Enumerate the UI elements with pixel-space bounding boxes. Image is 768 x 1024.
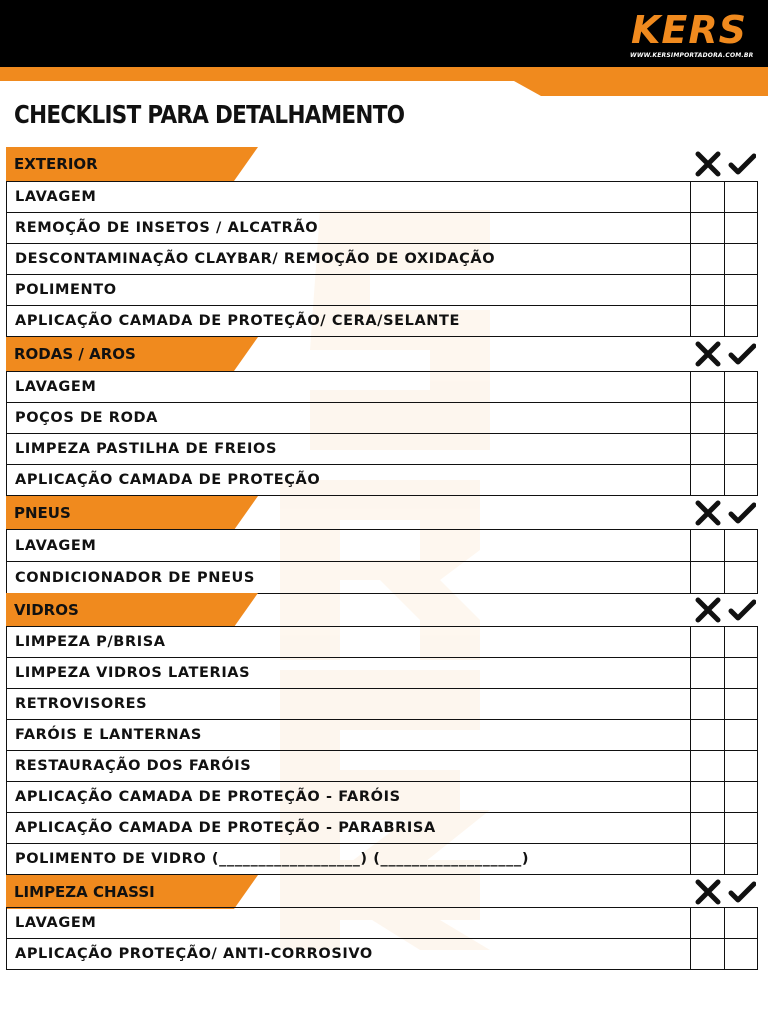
checklist-row bbox=[6, 781, 758, 813]
item-label: LAVAGEM bbox=[15, 537, 97, 554]
checklist-row bbox=[6, 464, 758, 496]
section-label: RODAS / AROS bbox=[14, 345, 136, 363]
pass-checkbox[interactable] bbox=[724, 657, 758, 689]
pass-checkbox[interactable] bbox=[724, 305, 758, 337]
item-label: LAVAGEM bbox=[15, 189, 97, 205]
pass-checkbox[interactable] bbox=[724, 464, 758, 496]
fail-checkbox[interactable] bbox=[690, 688, 724, 720]
item-label: DESCONTAMINAÇÃO CLAYBAR/ REMOÇÃO DE OXIDAÇÃO bbox=[15, 251, 496, 267]
fail-checkbox[interactable] bbox=[690, 907, 724, 939]
pass-checkbox[interactable] bbox=[724, 626, 758, 658]
checklist-row bbox=[6, 212, 758, 244]
item-label: APLICAÇÃO CAMADA DE PROTEÇÃO/ CERA/SELANTE bbox=[15, 313, 461, 329]
section-label: PNEUS bbox=[14, 504, 71, 522]
item-label: APLICAÇÃO CAMADA DE PROTEÇÃO - PARABRISA bbox=[15, 820, 436, 836]
checklist-row bbox=[6, 305, 758, 337]
section-header bbox=[6, 496, 760, 530]
checklist-row bbox=[6, 529, 758, 562]
check-icon bbox=[728, 151, 756, 177]
checklist-row bbox=[6, 938, 758, 970]
fail-checkbox[interactable] bbox=[690, 212, 724, 244]
item-label: APLICAÇÃO CAMADA DE PROTEÇÃO bbox=[15, 472, 321, 488]
checklist-row bbox=[6, 843, 758, 875]
pass-checkbox[interactable] bbox=[724, 938, 758, 970]
fail-checkbox[interactable] bbox=[690, 938, 724, 970]
section-header bbox=[6, 147, 760, 181]
logo-text: KERS bbox=[630, 8, 748, 52]
checklist-row bbox=[6, 561, 758, 594]
fail-checkbox[interactable] bbox=[690, 243, 724, 275]
checklist-row bbox=[6, 274, 758, 306]
logo-url: WWW.KERSIMPORTADORA.COM.BR bbox=[630, 52, 754, 59]
checklist-row bbox=[6, 181, 758, 213]
item-label: POLIMENTO bbox=[15, 282, 117, 298]
pass-checkbox[interactable] bbox=[724, 371, 758, 403]
pass-checkbox[interactable] bbox=[724, 243, 758, 275]
section-label: VIDROS bbox=[14, 601, 79, 619]
item-label: RETROVISORES bbox=[15, 696, 148, 712]
checklist-row bbox=[6, 657, 758, 689]
checklist-row bbox=[6, 433, 758, 465]
fail-checkbox[interactable] bbox=[690, 305, 724, 337]
fail-checkbox[interactable] bbox=[690, 561, 724, 594]
item-label: LIMPEZA P/BRISA bbox=[15, 634, 166, 650]
checklist-row bbox=[6, 750, 758, 782]
x-icon bbox=[694, 500, 722, 526]
item-label: POÇOS DE RODA bbox=[15, 410, 158, 426]
checklist-row bbox=[6, 688, 758, 720]
pass-checkbox[interactable] bbox=[724, 529, 758, 562]
check-icon bbox=[728, 341, 756, 367]
section-header bbox=[6, 337, 760, 371]
fail-checkbox[interactable] bbox=[690, 433, 724, 465]
item-label: CONDICIONADOR DE PNEUS bbox=[15, 569, 255, 586]
section-label: LIMPEZA CHASSI bbox=[14, 883, 155, 901]
pass-checkbox[interactable] bbox=[724, 812, 758, 844]
pass-checkbox[interactable] bbox=[724, 433, 758, 465]
item-label: APLICAÇÃO CAMADA DE PROTEÇÃO - FARÓIS bbox=[15, 789, 401, 805]
item-label: RESTAURAÇÃO DOS FARÓIS bbox=[15, 758, 252, 774]
pass-checkbox[interactable] bbox=[724, 181, 758, 213]
item-label: LIMPEZA PASTILHA DE FREIOS bbox=[15, 441, 278, 457]
pass-checkbox[interactable] bbox=[724, 561, 758, 594]
fail-checkbox[interactable] bbox=[690, 812, 724, 844]
pass-checkbox[interactable] bbox=[724, 212, 758, 244]
brand-logo bbox=[630, 8, 754, 59]
x-icon bbox=[694, 341, 722, 367]
item-label: LAVAGEM bbox=[15, 379, 97, 395]
checklist-row bbox=[6, 719, 758, 751]
pass-checkbox[interactable] bbox=[724, 274, 758, 306]
item-label: LIMPEZA VIDROS LATERIAS bbox=[15, 665, 251, 681]
item-label: REMOÇÃO DE INSETOS / ALCATRÃO bbox=[15, 220, 319, 236]
item-label: POLIMENTO DE VIDRO (__________________) (__________________) bbox=[15, 851, 530, 867]
check-icon bbox=[728, 500, 756, 526]
checklist-row bbox=[6, 402, 758, 434]
section-label: EXTERIOR bbox=[14, 155, 98, 173]
checklist-row bbox=[6, 812, 758, 844]
pass-checkbox[interactable] bbox=[724, 907, 758, 939]
fail-checkbox[interactable] bbox=[690, 781, 724, 813]
x-icon bbox=[694, 879, 722, 905]
item-label: APLICAÇÃO PROTEÇÃO/ ANTI-CORROSIVO bbox=[15, 946, 373, 962]
x-icon bbox=[694, 151, 722, 177]
fail-checkbox[interactable] bbox=[690, 657, 724, 689]
fail-checkbox[interactable] bbox=[690, 274, 724, 306]
x-icon bbox=[694, 597, 722, 623]
pass-checkbox[interactable] bbox=[724, 688, 758, 720]
fail-checkbox[interactable] bbox=[690, 719, 724, 751]
checklist-row bbox=[6, 907, 758, 939]
checklist-row bbox=[6, 626, 758, 658]
header-accent-stripe bbox=[0, 67, 768, 96]
item-label: LAVAGEM bbox=[15, 915, 97, 931]
pass-checkbox[interactable] bbox=[724, 719, 758, 751]
checklist-row bbox=[6, 371, 758, 403]
fail-checkbox[interactable] bbox=[690, 371, 724, 403]
fail-checkbox[interactable] bbox=[690, 843, 724, 875]
fail-checkbox[interactable] bbox=[690, 529, 724, 562]
pass-checkbox[interactable] bbox=[724, 750, 758, 782]
pass-checkbox[interactable] bbox=[724, 402, 758, 434]
check-icon bbox=[728, 879, 756, 905]
item-label: FARÓIS E LANTERNAS bbox=[15, 727, 202, 743]
fail-checkbox[interactable] bbox=[690, 464, 724, 496]
section-header bbox=[6, 875, 760, 909]
fail-checkbox[interactable] bbox=[690, 402, 724, 434]
page-title: CHECKLIST PARA DETALHAMENTO bbox=[14, 100, 405, 129]
pass-checkbox[interactable] bbox=[724, 843, 758, 875]
check-icon bbox=[728, 597, 756, 623]
section-header bbox=[6, 593, 760, 627]
pass-checkbox[interactable] bbox=[724, 781, 758, 813]
checklist-row bbox=[6, 243, 758, 275]
fail-checkbox[interactable] bbox=[690, 626, 724, 658]
fail-checkbox[interactable] bbox=[690, 750, 724, 782]
fail-checkbox[interactable] bbox=[690, 181, 724, 213]
